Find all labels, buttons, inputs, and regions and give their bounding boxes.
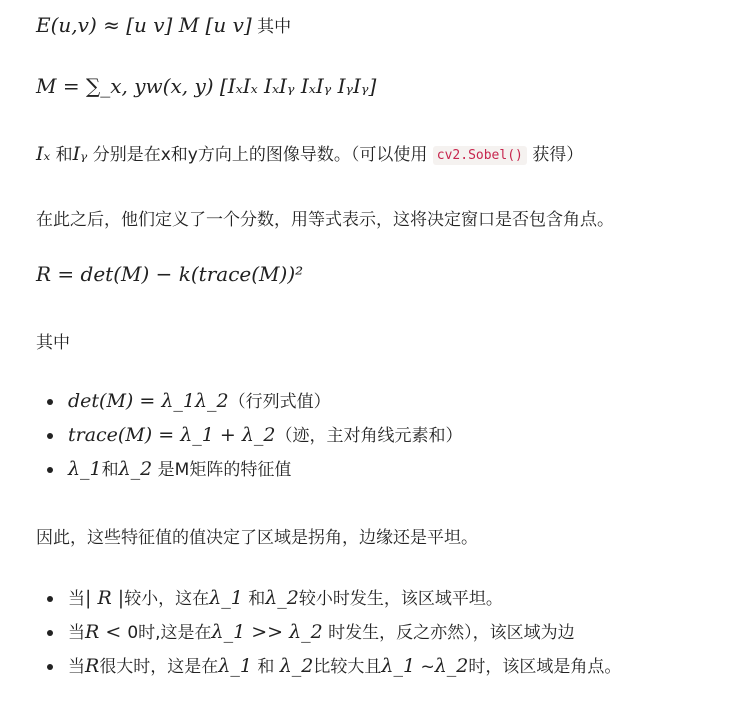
lambda1: λ_1: [68, 458, 102, 480]
paragraph-therefore: 因此，这些特征值的值决定了区域是拐角，边缘还是平坦。: [36, 528, 478, 548]
case-text: 较小时发生，该区域平坦。: [298, 589, 503, 609]
paragraph-derivatives: [36, 140, 583, 165]
equation-r: [36, 262, 303, 286]
lambda2: λ_2: [434, 655, 469, 677]
lambda1: λ_1: [381, 655, 416, 677]
eigen-note: 是M矩阵的特征值: [152, 460, 292, 480]
det-formula: det(M) = λ_1λ_2: [68, 390, 229, 412]
case-text: 很大时，这是在: [99, 657, 219, 677]
list-item: [36, 581, 621, 615]
case-prefix: 当: [68, 623, 85, 643]
case-text: 0时,这是在: [127, 623, 212, 643]
lambda2: λ_2: [265, 587, 299, 609]
case-text: 和: [242, 589, 266, 609]
equation-m: [36, 74, 376, 98]
r-symbol: R: [85, 655, 100, 677]
equation-e-uv: [36, 12, 291, 37]
lambda2: λ_2: [279, 655, 314, 677]
paragraph-score: 在此之后，他们定义了一个分数，用等式表示，这将决定窗口是否包含角点。: [36, 210, 614, 230]
list-item: [36, 452, 462, 486]
list-definitions: [36, 384, 462, 486]
list-cases: [36, 581, 621, 683]
lambda2: λ_2: [118, 458, 153, 480]
inline-code-sobel: cv2.Sobel(): [433, 146, 527, 165]
trace-note: （迹，主对角线元素和）: [275, 426, 463, 446]
det-note: （行列式值）: [228, 392, 331, 412]
lambda-compare: λ_1 >> λ_2: [211, 621, 323, 643]
iy-symbol: Iᵧ: [72, 143, 88, 165]
case-text: 比较大且: [313, 657, 382, 677]
paragraph-where: 其中: [36, 333, 70, 353]
list-item: [36, 384, 462, 418]
lambda1: λ_1: [209, 587, 243, 609]
list-item: [36, 649, 621, 683]
derivatives-text: 分别是在x和y方向上的图像导数。（可以使用: [87, 145, 433, 165]
case-text: 较小，这在: [124, 589, 210, 609]
equation-r-math: R = det(M) − k(trace(M))²: [36, 262, 304, 286]
case-prefix: 当: [68, 589, 85, 609]
list-item: [36, 418, 462, 452]
list-item: [36, 615, 621, 649]
case-prefix: 当: [68, 657, 85, 677]
case-text: 时发生，反之亦然），该区域为边: [322, 623, 575, 643]
lambda1: λ_1: [218, 655, 252, 677]
case-text: 和: [251, 657, 280, 677]
and-text: 和: [101, 460, 119, 480]
equation-m-math: M = ∑_x, yw(x, y) [IₓIₓ IₓIᵧ IₓIᵧ IᵧIᵧ]: [36, 74, 377, 98]
derivatives-tail: 获得）: [526, 145, 584, 165]
equation-e-uv-suffix: 其中: [251, 17, 292, 37]
case-text: 时，该区域是角点。: [468, 657, 622, 677]
and-text: 和: [50, 145, 73, 165]
equation-e-uv-math: E(u,v) ≈ [u v] M [u v]: [36, 13, 252, 37]
abs-r: | R |: [85, 587, 125, 609]
trace-formula: trace(M) = λ_1 + λ_2: [68, 424, 276, 446]
r-less: R <: [85, 621, 128, 643]
case-text: ~: [415, 657, 435, 677]
ix-symbol: Iₓ: [36, 143, 51, 165]
